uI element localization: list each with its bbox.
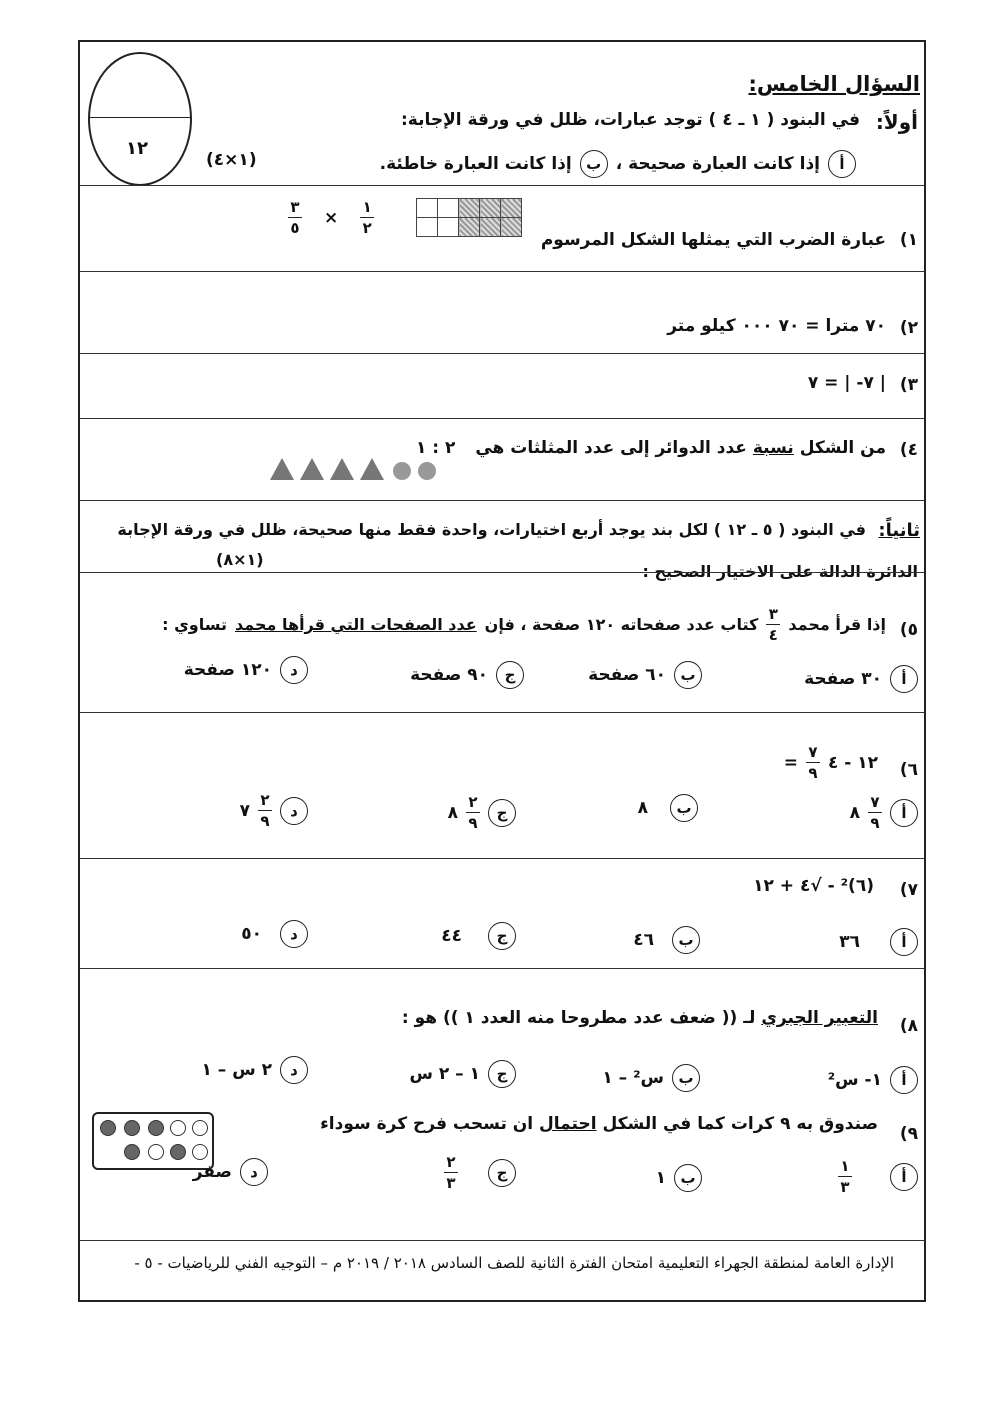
white-ball	[192, 1120, 208, 1136]
fraction	[444, 1154, 458, 1191]
q8-option-a[interactable]	[828, 1066, 918, 1094]
black-ball	[124, 1120, 140, 1136]
divider	[80, 968, 924, 969]
grid-cell-shaded	[459, 218, 480, 237]
white-ball	[148, 1144, 164, 1160]
black-ball	[100, 1120, 116, 1136]
q7-option-c[interactable]	[441, 922, 516, 950]
option-circle: أ	[890, 799, 918, 827]
triangle-shape	[330, 458, 354, 480]
option-circle: أ	[890, 1066, 918, 1094]
q6-option-b[interactable]	[638, 794, 698, 822]
q1-number: ١)	[899, 230, 918, 250]
option-text: ٣٠ صفحة	[804, 669, 882, 689]
q5-text-b: كتاب عدد صفحاته ١٢٠ صفحة ، فإن	[484, 615, 759, 634]
q5-option-d[interactable]	[184, 656, 308, 684]
q7-number: ٧)	[899, 880, 918, 900]
grid-cell-shaded	[480, 218, 501, 237]
q5-text	[162, 606, 886, 643]
numerator: ٣	[290, 198, 300, 216]
option-circle: ج	[488, 1159, 516, 1187]
option-text: ٤٦	[633, 930, 654, 950]
option-circle: أ	[890, 665, 918, 693]
denominator: ٢	[362, 219, 372, 237]
option-text: ٣٦	[839, 932, 860, 952]
fraction	[466, 794, 480, 831]
denominator: ٣	[446, 1174, 456, 1192]
option-circle: ب	[670, 794, 698, 822]
option-text: ٩٠ صفحة	[410, 665, 488, 685]
divider	[80, 353, 924, 354]
q4-text-underlined: نسبة	[752, 438, 794, 458]
q9-option-c[interactable]	[444, 1154, 516, 1191]
q6-option-d[interactable]	[240, 792, 308, 829]
option-text: ١ – ٢ س	[409, 1064, 480, 1084]
black-ball	[170, 1144, 186, 1160]
q5-option-c[interactable]	[410, 661, 524, 689]
part1-instructions: في البنود ( ١ ـ ٤ ) توجد عبارات، ظلل في ورقة الإجابة:	[400, 110, 860, 130]
score-oval	[88, 52, 192, 186]
option-circle: ج	[488, 799, 516, 827]
grid-cell-shaded	[480, 199, 501, 218]
divider	[80, 418, 924, 419]
option-circle-a: أ	[828, 150, 856, 178]
q9-option-a[interactable]	[838, 1158, 918, 1195]
q9-text-a: صندوق به ٩ كرات كما في الشكل	[602, 1114, 878, 1134]
fraction-bar	[868, 812, 882, 813]
q7-option-b[interactable]	[633, 926, 700, 954]
circle-shape	[418, 462, 436, 480]
q1-expression	[288, 199, 374, 236]
fraction	[838, 1158, 852, 1195]
false-text: إذا كانت العبارة خاطئة.	[379, 154, 572, 174]
q9-text-underlined: احتمال	[539, 1114, 597, 1134]
q5-number: ٥)	[899, 620, 918, 640]
fraction-bar	[466, 812, 480, 813]
divider	[80, 572, 924, 573]
exam-page	[78, 40, 926, 1302]
option-text: ٢ س – ١	[201, 1060, 272, 1080]
q7-option-a[interactable]	[839, 928, 918, 956]
option-circle: د	[240, 1158, 268, 1186]
q5-option-a[interactable]	[804, 665, 918, 693]
option-circle: د	[280, 1056, 308, 1084]
option-text: ٦٠ صفحة	[588, 665, 666, 685]
divider	[80, 500, 924, 501]
numerator: ٣	[768, 605, 778, 623]
numerator: ١	[840, 1157, 850, 1175]
part1-label: أولاً:	[875, 110, 918, 134]
fraction	[360, 199, 374, 236]
option-circle: ب	[672, 1064, 700, 1092]
q5-text-a: إذا قرأ محمد	[788, 615, 886, 634]
q5-text-c: تساوي :	[162, 615, 227, 634]
part1-marks: (١×٤)	[206, 150, 257, 170]
q8-option-b[interactable]	[602, 1064, 700, 1092]
part2-marks: (١×٨)	[216, 550, 264, 569]
option-circle: ب	[672, 926, 700, 954]
q6-option-a[interactable]	[850, 794, 918, 831]
fraction-bar	[360, 217, 374, 218]
numerator: ٧	[808, 743, 818, 761]
q9-option-d[interactable]	[193, 1158, 268, 1186]
score-divider	[90, 117, 190, 118]
black-ball	[148, 1120, 164, 1136]
fraction	[766, 606, 780, 643]
black-ball	[124, 1144, 140, 1160]
part2-label: ثانياً:	[878, 520, 920, 541]
option-circle-b: ب	[580, 150, 608, 178]
white-ball	[170, 1120, 186, 1136]
q4-number: ٤)	[899, 440, 918, 460]
numerator: ١	[362, 198, 372, 216]
option-circle: ج	[496, 661, 524, 689]
triangle-shape	[300, 458, 324, 480]
denominator: ٤	[768, 626, 778, 644]
whole-number: ٨	[637, 798, 648, 818]
q1-text: عبارة الضرب التي يمثلها الشكل المرسوم	[540, 230, 886, 250]
grid-cell	[417, 199, 438, 218]
q6-number: ٦)	[899, 760, 918, 780]
footer-text: الإدارة العامة لمنطقة الجهراء التعليمية امتحان الفترة الثانية للصف السادس ٢٠١٨ / ٢٠١٩ م – التوجيه الفني للرياضيات - ٥ -	[134, 1254, 894, 1272]
option-circle: ج	[488, 922, 516, 950]
denominator: ٩	[468, 814, 478, 832]
fraction	[806, 744, 820, 781]
q4-text	[416, 438, 886, 458]
triangle-shape	[270, 458, 294, 480]
q8-option-c[interactable]	[409, 1060, 516, 1088]
option-text: ٤٤	[441, 926, 462, 946]
score-value: ١٢	[126, 138, 148, 159]
divider	[80, 271, 924, 272]
denominator: ٥	[290, 219, 300, 237]
fraction-bar	[806, 762, 820, 763]
q9-text-b: ان تسحب فرح كرة سوداء	[320, 1114, 534, 1134]
q6-expression	[784, 744, 878, 781]
option-circle: د	[280, 797, 308, 825]
option-text: ١- س²	[827, 1070, 882, 1090]
option-text: صفر	[192, 1162, 232, 1182]
q8-text-rest: لـ (( ضعف عدد مطروحا منه العدد ١ )) هو :	[401, 1008, 756, 1028]
option-circle: ب	[674, 1164, 702, 1192]
grid-cell-shaded	[501, 199, 522, 218]
q4-text-after: عدد الدوائر إلى عدد المثلثات هي	[475, 438, 747, 458]
numerator: ٧	[870, 793, 880, 811]
fraction	[868, 794, 882, 831]
true-text: إذا كانت العبارة صحيحة ،	[615, 154, 820, 174]
q3-text: | ٧- | = ٧	[807, 373, 886, 393]
q9-option-b[interactable]	[656, 1164, 702, 1192]
numerator: ٢	[446, 1153, 456, 1171]
whole-number: ٧	[239, 800, 250, 821]
denominator: ٩	[808, 764, 818, 782]
divider	[80, 185, 924, 186]
option-text: ٥٠	[241, 924, 262, 944]
q3-number: ٣)	[899, 375, 918, 395]
q4-ratio: ٢ : ١	[415, 438, 456, 458]
option-circle: ب	[674, 661, 702, 689]
q8-number: ٨)	[899, 1016, 918, 1036]
triangle-shape	[360, 458, 384, 480]
numerator: ٢	[468, 793, 478, 811]
numerator: ٢	[260, 791, 270, 809]
q8-text-underlined: التعبير الجبري	[761, 1008, 878, 1028]
option-text: ١	[655, 1168, 666, 1188]
fraction-bar	[838, 1176, 852, 1177]
fraction	[288, 199, 302, 236]
circle-shape	[393, 462, 411, 480]
q2-text: ٧٠ مترا = ٧٠ ٠٠٠ كيلو متر	[667, 316, 886, 336]
grid-cell	[417, 218, 438, 237]
grid-cell-shaded	[501, 218, 522, 237]
q9-text	[320, 1114, 878, 1134]
option-circle: أ	[890, 928, 918, 956]
q4-text-before: من الشكل	[799, 438, 886, 458]
denominator: ٩	[870, 814, 880, 832]
q9-number: ٩)	[899, 1124, 918, 1144]
fraction-grid	[416, 198, 522, 237]
true-false-legend	[380, 150, 856, 178]
grid-cell-shaded	[459, 199, 480, 218]
denominator: ٩	[260, 812, 270, 830]
divider	[80, 858, 924, 859]
fraction-bar	[288, 217, 302, 218]
grid-cell	[438, 199, 459, 218]
q5-option-b[interactable]	[588, 661, 702, 689]
denominator: ٣	[840, 1178, 850, 1196]
q2-number: ٢)	[899, 318, 918, 338]
option-circle: د	[280, 656, 308, 684]
q7-text: (٦)² - √٤ + ١٢	[753, 876, 874, 896]
option-circle: ج	[488, 1060, 516, 1088]
q6-option-c[interactable]	[448, 794, 516, 831]
option-text: س² – ١	[602, 1068, 664, 1088]
fraction-bar	[258, 810, 272, 811]
q8-option-d[interactable]	[202, 1056, 309, 1084]
option-circle: د	[280, 920, 308, 948]
q8-text	[402, 1008, 878, 1028]
q5-text-underlined: عدد الصفحات التي قرأها محمد	[234, 615, 477, 634]
fraction-bar	[766, 624, 780, 625]
divider	[80, 712, 924, 713]
equals-sign: =	[783, 752, 798, 773]
part2-line1: في البنود ( ٥ ـ ١٢ ) لكل بند يوجد أربع اختيارات، واحدة فقط منها صحيحة، ظلل في ورقة الإجابة	[117, 520, 866, 539]
question-title: السؤال الخامس:	[748, 72, 920, 96]
fraction	[258, 792, 272, 829]
option-text: ١٢٠ صفحة	[183, 660, 272, 680]
part2-line2: الدائرة الدالة على الاختيار الصحيح :	[642, 562, 918, 581]
whole-number: ٨	[447, 802, 458, 823]
fraction-bar	[444, 1172, 458, 1173]
grid-cell	[438, 218, 459, 237]
option-circle: أ	[890, 1163, 918, 1191]
shapes-figure	[268, 454, 448, 484]
divider	[80, 1240, 924, 1241]
times-sign: ×	[324, 207, 339, 228]
q7-option-d[interactable]	[241, 920, 308, 948]
whole-number: ٨	[849, 802, 860, 823]
q6-text: ١٢ - ٤	[827, 752, 878, 773]
